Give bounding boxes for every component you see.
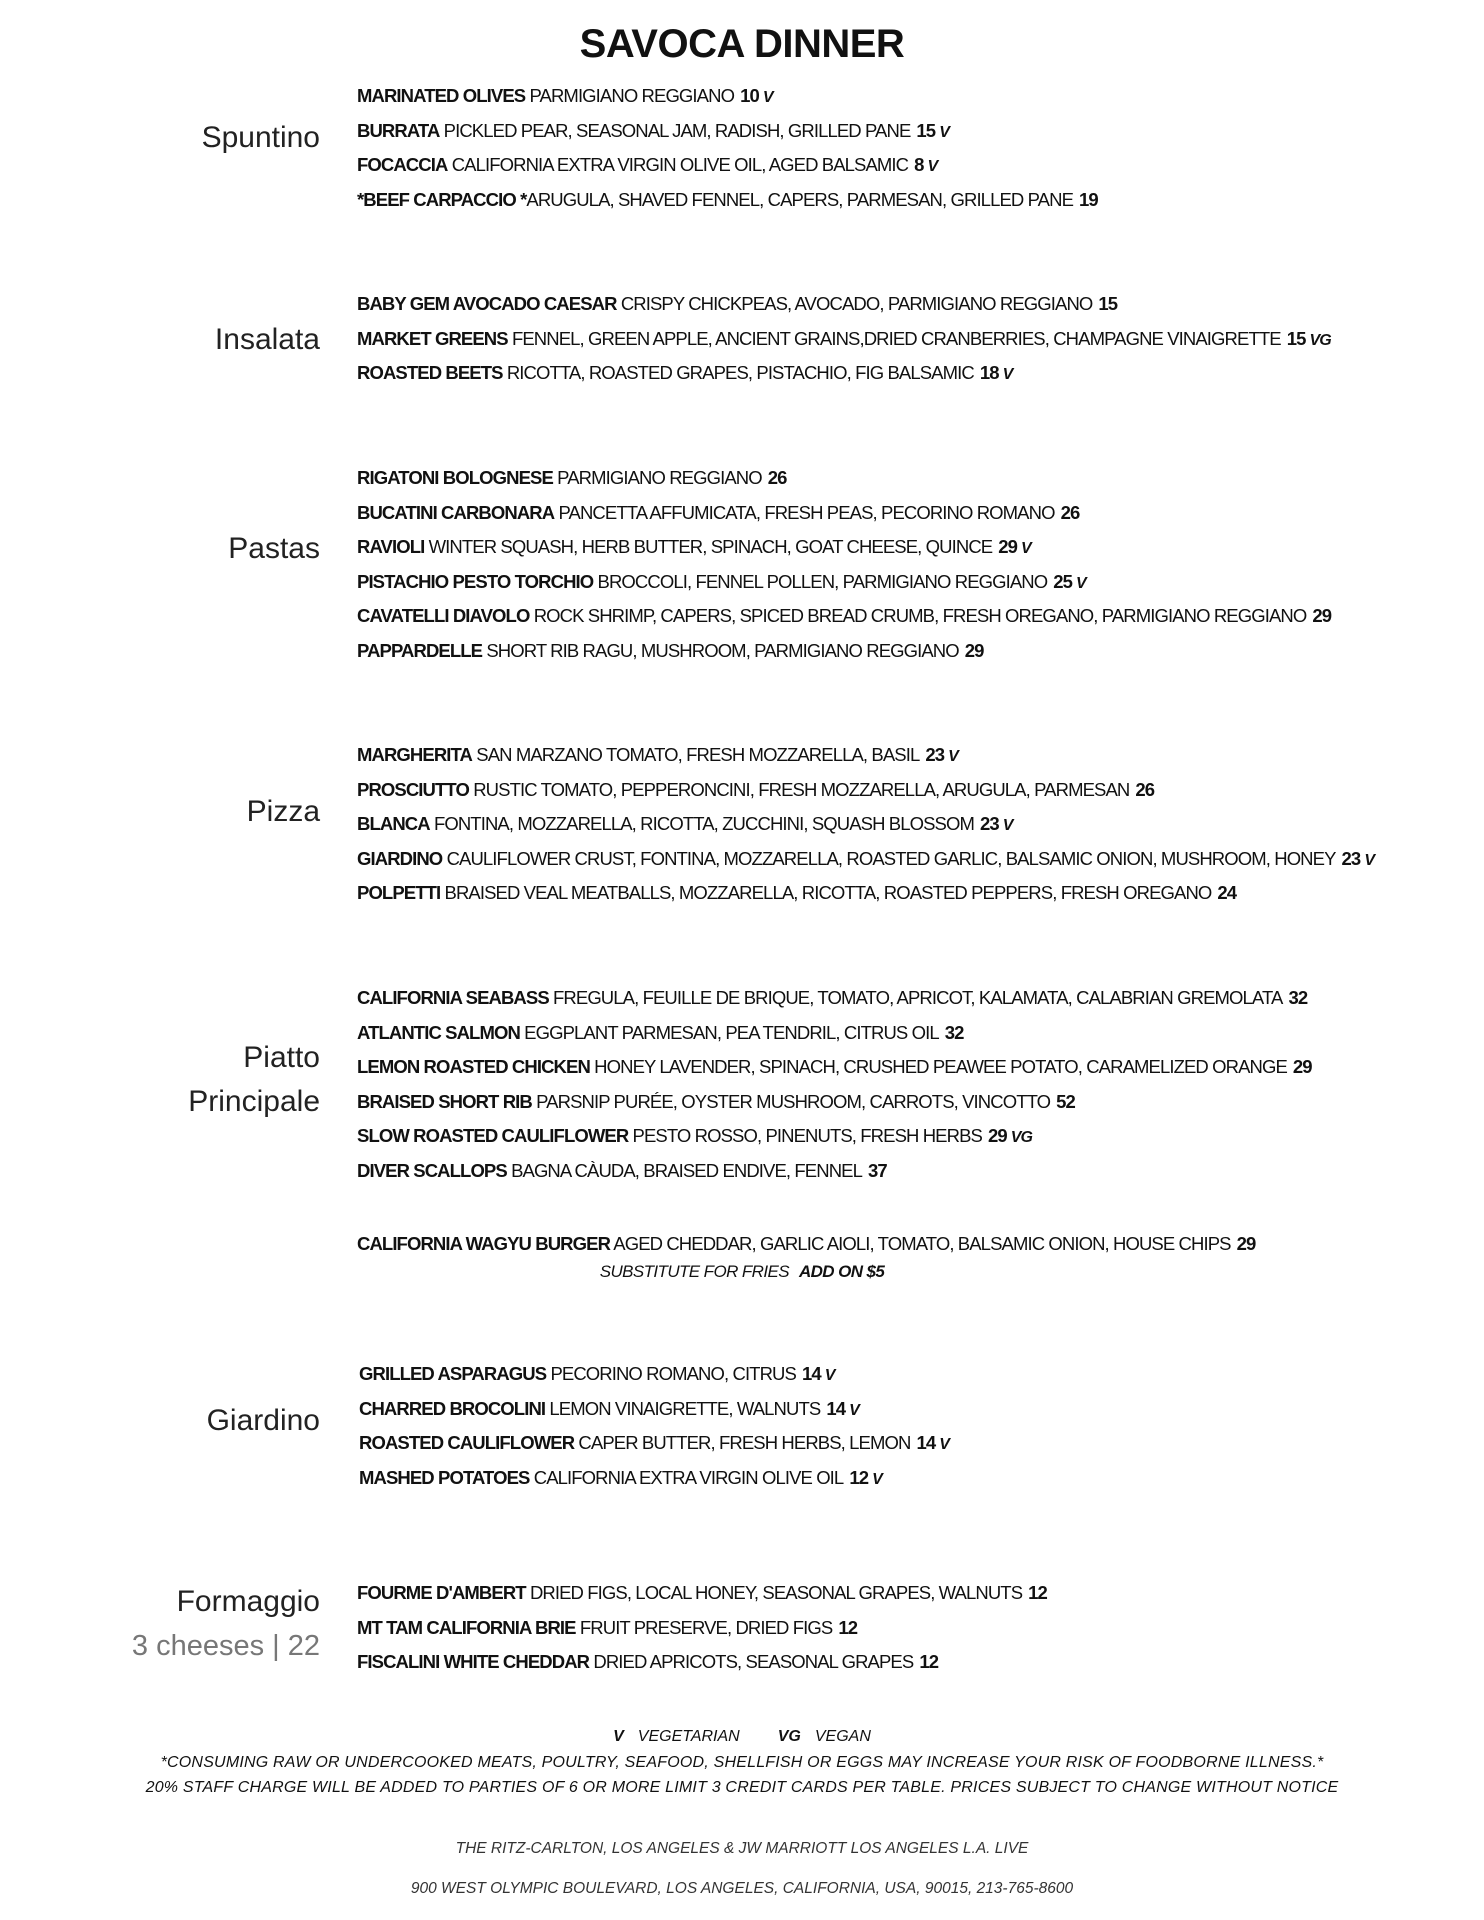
menu-item: SLOW ROASTED CAULIFLOWER PESTO ROSSO, PINENUTS, FRESH HERBS 29 VG [357, 1125, 1033, 1147]
menu-item: DIVER SCALLOPS BAGNA CÀUDA, BRAISED ENDIVE, FENNEL 37 [357, 1159, 887, 1181]
menu-item: BABY GEM AVOCADO CAESAR CRISPY CHICKPEAS, AVOCADO, PARMIGIANO REGGIANO 15 [357, 293, 1118, 314]
menu-item: MASHED POTATOES CALIFORNIA EXTRA VIRGIN OLIVE OIL 12 V [359, 1466, 882, 1488]
giardino-list [359, 1357, 1459, 1495]
spuntino-list [357, 79, 1457, 217]
policy-note: 20% STAFF CHARGE WILL BE ADDED TO PARTIES OF 6 OR MORE LIMIT 3 CREDIT CARDS PER TABLE. PRICES SUBJECT TO CHANGE WITHOUT NOTICE [145, 1779, 1339, 1796]
section-label-giardino: Giardino [206, 1404, 320, 1437]
vegan-label: VEGAN [814, 1728, 871, 1745]
menu-item: PAPPARDELLE SHORT RIB RAGU, MUSHROOM, PARMIGIANO REGGIANO 29 [357, 639, 984, 661]
menu-item: CHARRED BROCOLINI LEMON VINAIGRETTE, WALNUTS 14 V [359, 1397, 859, 1419]
menu-item: RIGATONI BOLOGNESE PARMIGIANO REGGIANO 26 [357, 467, 787, 488]
menu-item: ROASTED CAULIFLOWER CAPER BUTTER, FRESH HERBS, LEMON 14 V [359, 1432, 949, 1454]
vegetarian-label: VEGETARIAN [637, 1728, 740, 1745]
menu-item: FOCACCIA CALIFORNIA EXTRA VIRGIN OLIVE OIL, AGED BALSAMIC 8 V [357, 154, 938, 176]
section-label-pizza: Pizza [246, 795, 320, 828]
menu-item: ATLANTIC SALMON EGGPLANT PARMESAN, PEA TENDRIL, CITRUS OIL 32 [357, 1021, 964, 1043]
menu-item: PISTACHIO PESTO TORCHIO BROCCOLI, FENNEL POLLEN, PARMIGIANO REGGIANO 25 V [357, 570, 1086, 592]
menu-item: ROASTED BEETS RICOTTA, ROASTED GRAPES, PISTACHIO, FIG BALSAMIC 18 V [357, 362, 1013, 384]
vegan-symbol: VG [777, 1728, 801, 1745]
menu-item: LEMON ROASTED CHICKEN HONEY LAVENDER, SPINACH, CRUSHED PEAWEE POTATO, CARAMELIZED ORANGE 29 [357, 1056, 1312, 1078]
menu-item-burger: CALIFORNIA WAGYU BURGER AGED CHEDDAR, GARLIC AIOLI, TOMATO, BALSAMIC ONION, HOUSE CHIPS 29 [357, 1233, 1256, 1254]
piatto-list [357, 981, 1457, 1189]
pastas-list [357, 461, 1457, 669]
section-label-insalata: Insalata [214, 323, 320, 356]
vegetarian-symbol: V [613, 1728, 624, 1745]
menu-title: SAVOCA DINNER [579, 22, 905, 66]
menu-item: FOURME D'AMBERT DRIED FIGS, LOCAL HONEY, SEASONAL GRAPES, WALNUTS 12 [357, 1582, 1047, 1603]
menu-item: CALIFORNIA SEABASS FREGULA, FEUILLE DE BRIQUE, TOMATO, APRICOT, KALAMATA, CALABRIAN GREMOLATA 32 [357, 987, 1308, 1008]
menu-item: MARGHERITA SAN MARZANO TOMATO, FRESH MOZZARELLA, BASIL 23 V [357, 744, 958, 765]
menu-item: MARKET GREENS FENNEL, GREEN APPLE, ANCIENT GRAINS,DRIED CRANBERRIES, CHAMPAGNE VINAIGRETTE 15 VG [357, 327, 1331, 349]
menu-item: FISCALINI WHITE CHEDDAR DRIED APRICOTS, SEASONAL GRAPES 12 [357, 1651, 939, 1673]
insalata-list [357, 287, 1457, 391]
address-line: 900 WEST OLYMPIC BOULEVARD, LOS ANGELES, CALIFORNIA, USA, 90015, 213-765-8600 [410, 1880, 1074, 1897]
dietary-legend [0, 1728, 1484, 1746]
menu-item: MT TAM CALIFORNIA BRIE FRUIT PRESERVE, DRIED FIGS 12 [357, 1616, 858, 1638]
section-label-line: Piatto [243, 1041, 320, 1074]
menu-item: POLPETTI BRAISED VEAL MEATBALLS, MOZZARELLA, RICOTTA, ROASTED PEPPERS, FRESH OREGANO 24 [357, 882, 1237, 904]
food-safety-disclaimer: *CONSUMING RAW OR UNDERCOOKED MEATS, POULTRY, SEAFOOD, SHELLFISH OR EGGS MAY INCREASE YOUR RISK OF FOODBORNE ILLNESS.* [160, 1754, 1324, 1771]
cheese-plate-price: 3 cheeses | 22 [131, 1630, 320, 1662]
addon-price: ADD ON $5 [798, 1262, 885, 1281]
menu-item: GRILLED ASPARAGUS PECORINO ROMANO, CITRUS 14 V [359, 1363, 835, 1384]
menu-item: BLANCA FONTINA, MOZZARELLA, RICOTTA, ZUCCHINI, SQUASH BLOSSOM 23 V [357, 813, 1013, 835]
menu-item: MARINATED OLIVES PARMIGIANO REGGIANO 10 V [357, 85, 773, 106]
section-label-pastas: Pastas [228, 532, 320, 565]
menu-item: PROSCIUTTO RUSTIC TOMATO, PEPPERONCINI, FRESH MOZZARELLA, ARUGULA, PARMESAN 26 [357, 778, 1155, 800]
menu-item: BURRATA PICKLED PEAR, SEASONAL JAM, RADISH, GRILLED PANE 15 V [357, 119, 949, 141]
formaggio-list [357, 1576, 1457, 1680]
menu-item: GIARDINO CAULIFLOWER CRUST, FONTINA, MOZZARELLA, ROASTED GARLIC, BALSAMIC ONION, MUSHROOM, HONEY 23 V [357, 847, 1375, 869]
menu-item: RAVIOLI WINTER SQUASH, HERB BUTTER, SPINACH, GOAT CHEESE, QUINCE 29 V [357, 536, 1031, 558]
menu-item: *BEEF CARPACCIO *ARUGULA, SHAVED FENNEL, CAPERS, PARMESAN, GRILLED PANE 19 [357, 188, 1098, 210]
section-label-piatto-principale [60, 1036, 320, 1124]
section-label-line: Formaggio [176, 1585, 320, 1618]
menu-item: BRAISED SHORT RIB PARSNIP PURÉE, OYSTER MUSHROOM, CARROTS, VINCOTTO 52 [357, 1090, 1075, 1112]
substitute-text: SUBSTITUTE FOR FRIES [599, 1262, 789, 1281]
burger-list [357, 1227, 1457, 1262]
pizza-list [357, 738, 1457, 911]
section-label-line: Principale [188, 1085, 320, 1118]
menu-item: CAVATELLI DIAVOLO ROCK SHRIMP, CAPERS, SPICED BREAD CRUMB, FRESH OREGANO, PARMIGIANO REGGIANO 29 [357, 605, 1332, 627]
menu-item: BUCATINI CARBONARA PANCETTA AFFUMICATA, FRESH PEAS, PECORINO ROMANO 26 [357, 501, 1080, 523]
burger-substitute-note [0, 1262, 1484, 1282]
section-label-spuntino: Spuntino [201, 121, 320, 154]
section-label-formaggio [40, 1580, 320, 1668]
venue-line: THE RITZ-CARLTON, LOS ANGELES & JW MARRIOTT LOS ANGELES L.A. LIVE [455, 1840, 1029, 1857]
